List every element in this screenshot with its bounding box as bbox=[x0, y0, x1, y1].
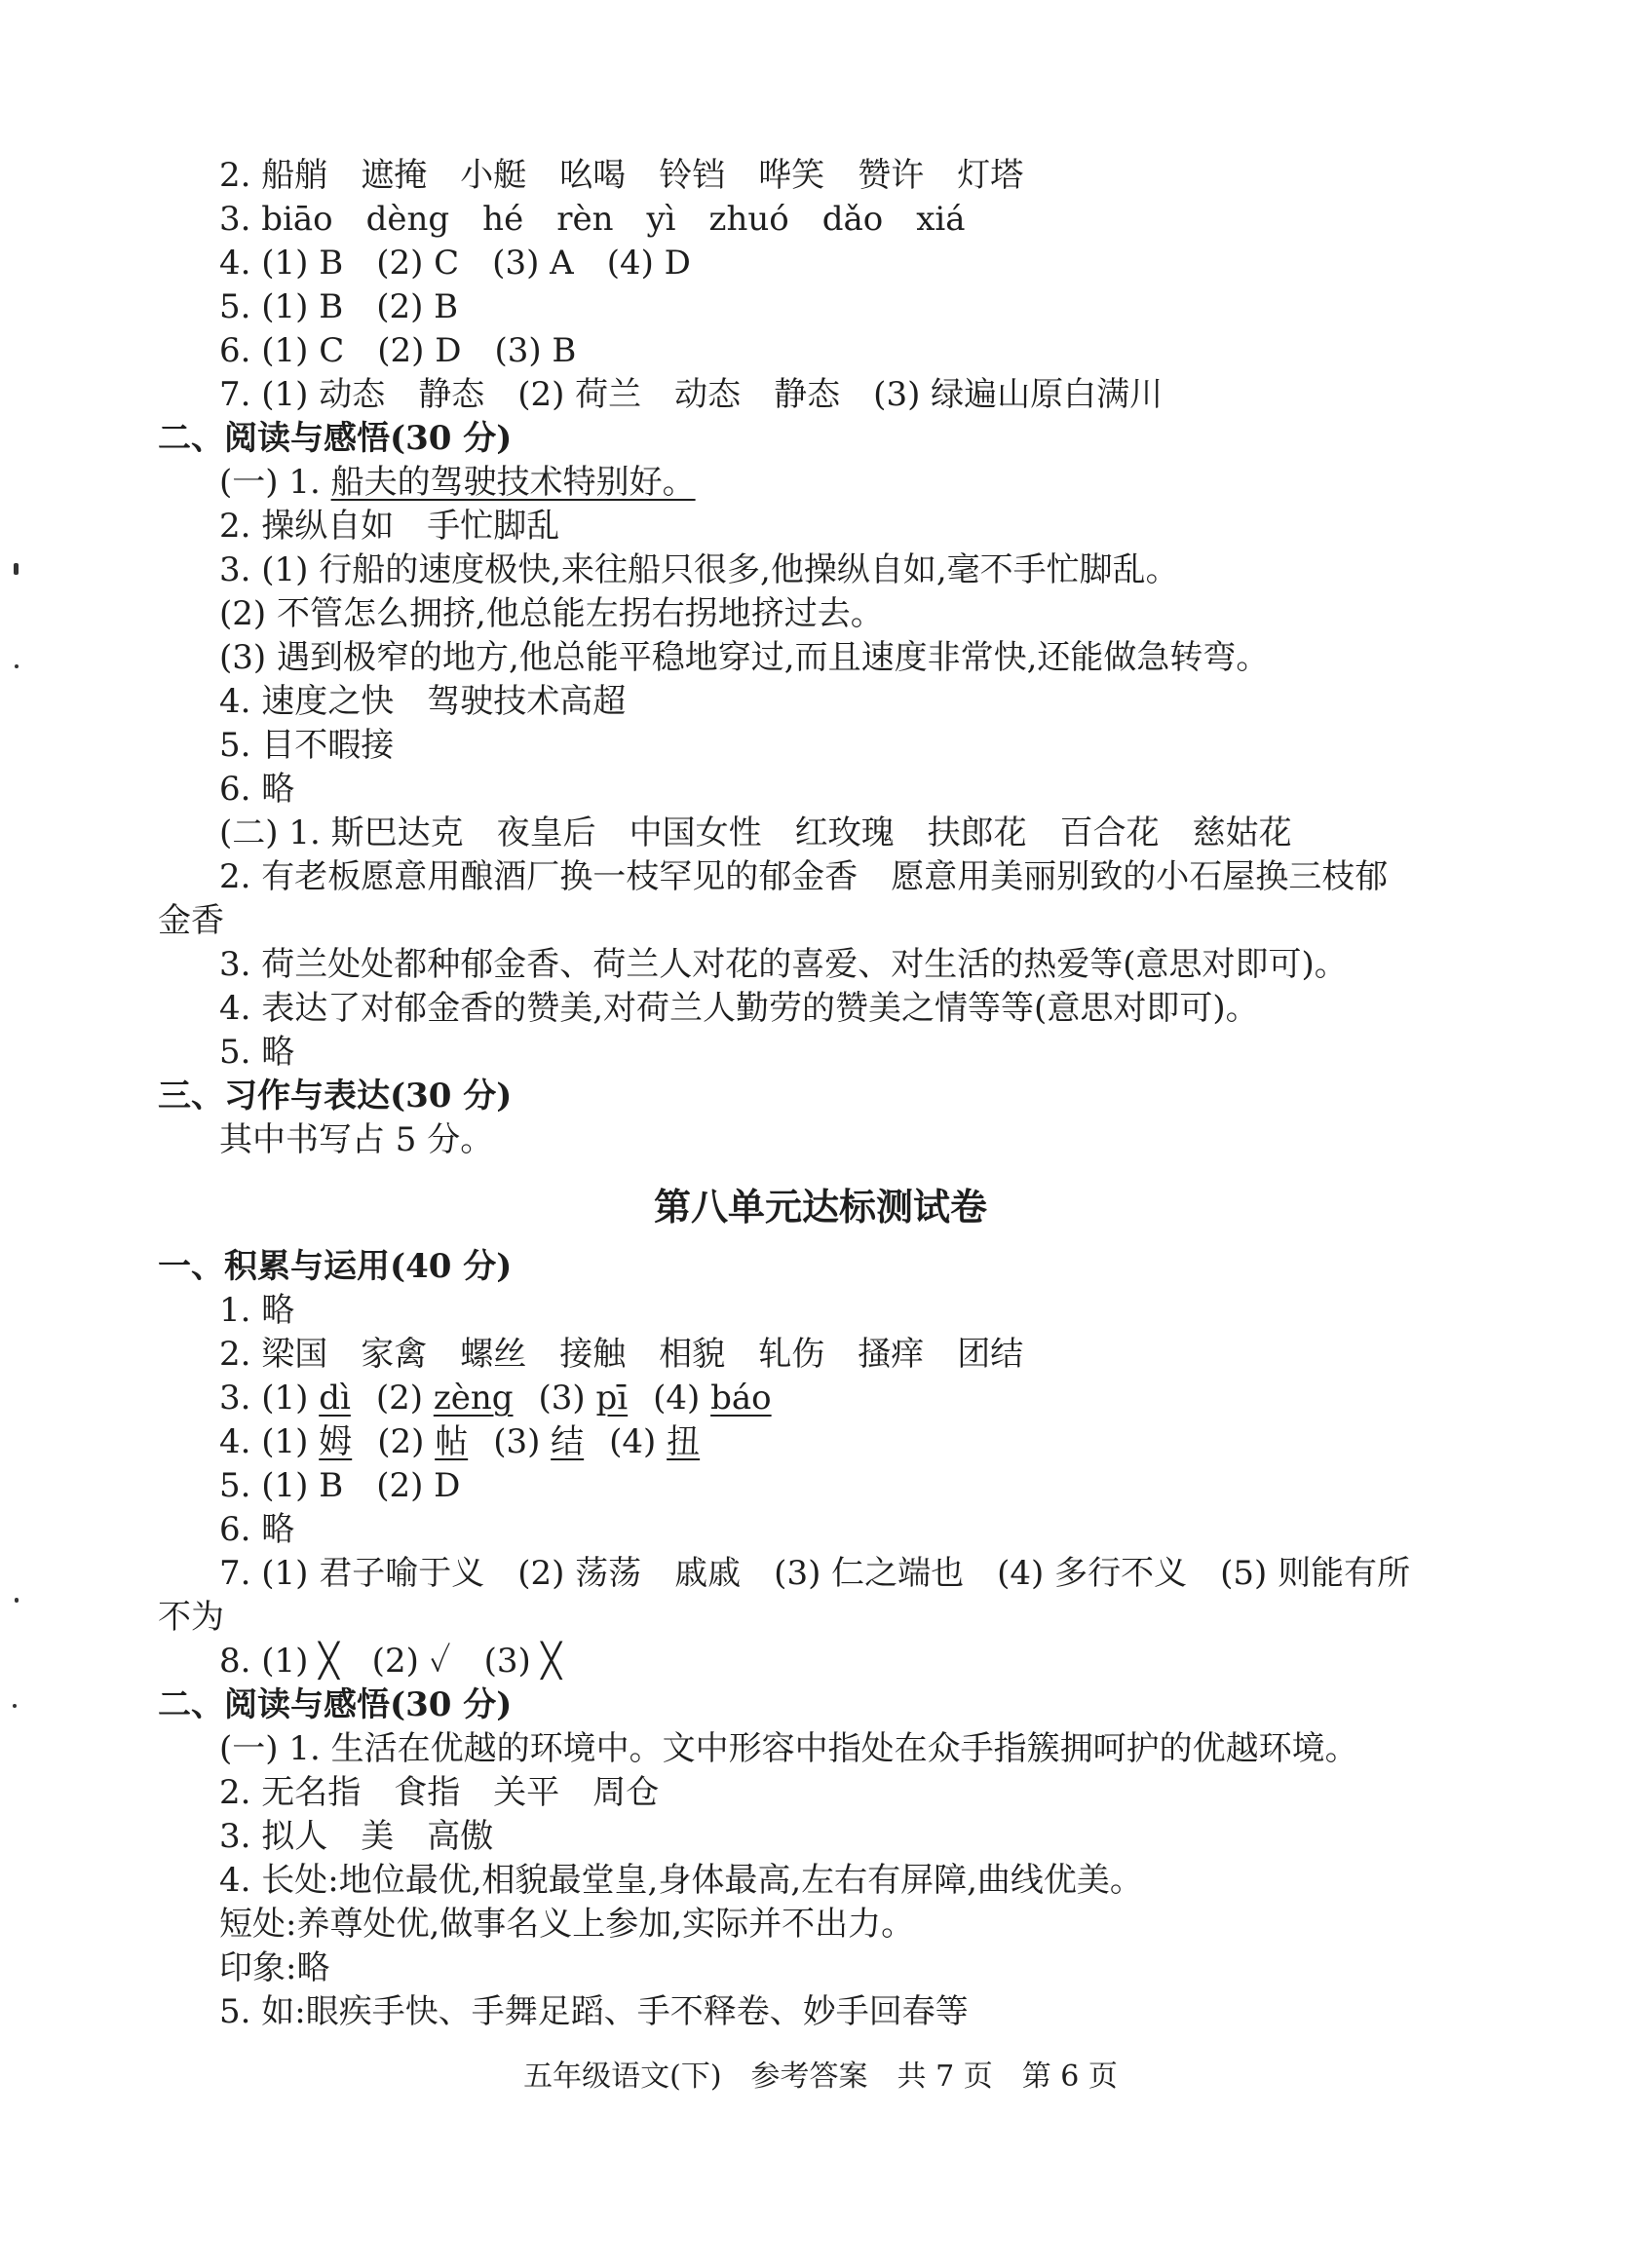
section-heading: 二、阅读与感悟(30 分) bbox=[158, 1685, 513, 1724]
answer-line: 5. 略 bbox=[219, 1033, 295, 1072]
page-title: 第八单元达标测试卷 bbox=[653, 1185, 987, 1228]
answer-line: (2) 不管怎么拥挤,他总能左拐右拐地挤过去。 bbox=[219, 594, 884, 633]
answer-line: 其中书写占 5 分。 bbox=[219, 1120, 494, 1159]
underlined-answer: 结 bbox=[551, 1422, 585, 1461]
answer-prefix: (2) bbox=[375, 1379, 434, 1418]
answer-prefix: (3) bbox=[493, 1422, 552, 1461]
answer-line: (一) 1. 生活在优越的环境中。文中形容中指处在众手指簇拥呵护的优越环境。 bbox=[219, 1729, 1358, 1768]
answer-line: 3. 拟人 美 高傲 bbox=[219, 1817, 494, 1856]
underlined-answer: 帖 bbox=[435, 1422, 469, 1461]
underlined-answer: 扭 bbox=[667, 1422, 701, 1461]
underlined-answer: zèng bbox=[433, 1379, 514, 1418]
answer-line: 2. 有老板愿意用酿酒厂换一枝罕见的郁金香 愿意用美丽别致的小石屋换三枝郁 bbox=[219, 857, 1389, 896]
answer-line: 2. 船艄 遮掩 小艇 吆喝 铃铛 哗笑 赞许 灯塔 bbox=[219, 156, 1024, 195]
section-heading: 二、阅读与感悟(30 分) bbox=[158, 419, 513, 458]
scan-speck bbox=[15, 1598, 19, 1603]
answer-prefix: (3) bbox=[538, 1379, 596, 1418]
underlined-answer: báo bbox=[710, 1379, 772, 1418]
answer-line: 2. 操纵自如 手忙脚乱 bbox=[219, 507, 560, 546]
answer-line: 印象:略 bbox=[219, 1948, 330, 1987]
page-footer: 五年级语文(下) 参考答案 共 7 页 第 6 页 bbox=[523, 2060, 1118, 2094]
answer-line: 3. (1) 行船的速度极快,来往船只很多,他操纵自如,毫不手忙脚乱。 bbox=[219, 550, 1179, 589]
answer-line: 6. 略 bbox=[219, 770, 295, 809]
underlined-answer: 姆 bbox=[319, 1422, 353, 1461]
answer-line: 2. 梁国 家禽 螺丝 接触 相貌 轧伤 搔痒 团结 bbox=[219, 1335, 1024, 1374]
scan-speck bbox=[13, 1704, 17, 1708]
answer-line: 5. 目不暇接 bbox=[219, 726, 395, 765]
answer-line: 6. (1) C (2) D (3) B bbox=[219, 331, 577, 370]
answer-line: 金香 bbox=[158, 901, 224, 940]
answer-line: 7. (1) 动态 静态 (2) 荷兰 动态 静态 (3) 绿遍山原白满川 bbox=[219, 375, 1164, 414]
answer-prefix: 4. (1) bbox=[219, 1422, 320, 1461]
scan-speck bbox=[15, 664, 19, 668]
section-heading: 一、积累与运用(40 分) bbox=[158, 1247, 513, 1286]
answer-line: 4. 速度之快 驾驶技术高超 bbox=[219, 682, 627, 721]
underlined-answer: 船夫的驾驶技术特别好。 bbox=[330, 463, 696, 502]
answer-line: 3. 荷兰处处都种郁金香、荷兰人对花的喜爱、对生活的热爱等(意思对即可)。 bbox=[219, 945, 1348, 984]
answer-line: 1. 略 bbox=[219, 1291, 295, 1330]
answer-line: 8. (1) ╳ (2) ✓ (3) ╳ bbox=[219, 1642, 562, 1681]
scan-speck bbox=[14, 563, 19, 575]
answer-line: 5. 如:眼疾手快、手舞足蹈、手不释卷、妙手回春等 bbox=[219, 1992, 969, 2031]
section-heading: 三、习作与表达(30 分) bbox=[158, 1077, 513, 1115]
answer-line: 6. 略 bbox=[219, 1510, 295, 1549]
answer-line: 5. (1) B (2) B bbox=[219, 287, 459, 326]
answer-line: (二) 1. 斯巴达克 夜皇后 中国女性 红玫瑰 扶郎花 百合花 慈姑花 bbox=[219, 813, 1292, 852]
answer-line bbox=[219, 461, 696, 504]
answer-line: 2. 无名指 食指 关平 周仓 bbox=[219, 1773, 660, 1812]
answer-prefix: (4) bbox=[609, 1422, 668, 1461]
answer-line: 3. biāo dèng hé rèn yì zhuó dǎo xiá bbox=[219, 200, 966, 239]
answer-prefix: (2) bbox=[377, 1422, 436, 1461]
answer-line: 4. (1) B (2) C (3) A (4) D bbox=[219, 244, 691, 283]
answer-prefix: (4) bbox=[653, 1379, 711, 1418]
answer-line: (3) 遇到极窄的地方,他总能平稳地穿过,而且速度非常快,还能做急转弯。 bbox=[219, 638, 1270, 677]
answer-prefix: 3. (1) bbox=[219, 1379, 320, 1418]
underlined-answer: pī bbox=[595, 1379, 629, 1418]
answer-line bbox=[219, 1420, 700, 1463]
answer-line: 5. (1) B (2) D bbox=[219, 1466, 461, 1505]
answer-line bbox=[219, 1377, 772, 1419]
answer-line: 4. 表达了对郁金香的赞美,对荷兰人勤劳的赞美之情等等(意思对即可)。 bbox=[219, 989, 1259, 1028]
answer-prefix: (一) 1. bbox=[219, 463, 331, 502]
answer-line: 7. (1) 君子喻于义 (2) 荡荡 戚戚 (3) 仁之端也 (4) 多行不义 (5) 则能有所 bbox=[219, 1554, 1411, 1593]
answer-line: 4. 长处:地位最优,相貌最堂皇,身体最高,左右有屏障,曲线优美。 bbox=[219, 1861, 1143, 1900]
answer-line: 不为 bbox=[158, 1598, 224, 1637]
answer-line: 短处:养尊处优,做事名义上参加,实际并不出力。 bbox=[219, 1905, 915, 1944]
underlined-answer: dì bbox=[319, 1379, 351, 1418]
